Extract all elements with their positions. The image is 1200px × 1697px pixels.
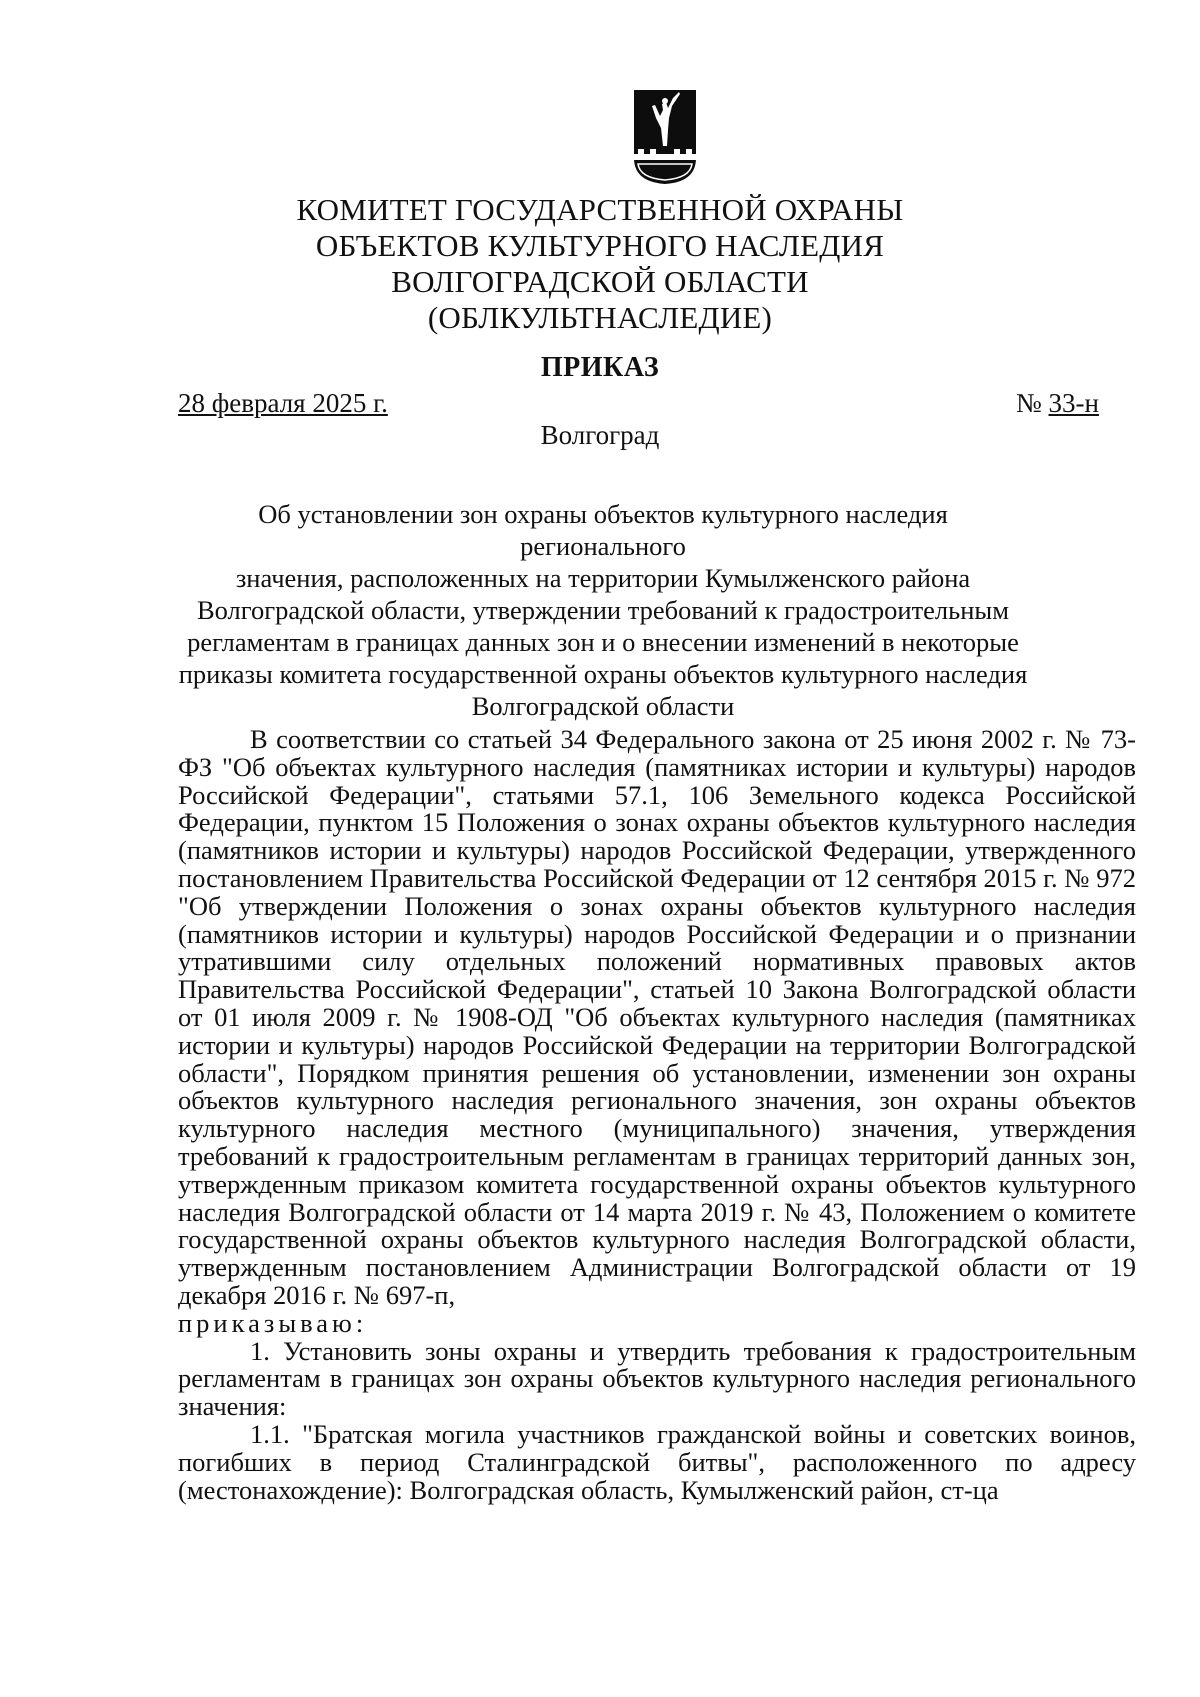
order-number [1016, 388, 1099, 419]
order-subject [178, 498, 1028, 722]
organization-header [170, 192, 1030, 336]
order-body [178, 726, 1136, 1504]
subject-line-1: Об установлении зон охраны объектов культурного наследия регионального [258, 499, 948, 561]
order-number-value: 33-н [1048, 388, 1099, 418]
order-number-prefix: № [1016, 388, 1049, 418]
decree-word: приказываю: [178, 1307, 368, 1338]
preamble-text: В соответствии со статьей 34 Федерального закона от 25 июня 2002 г. № 73-ФЗ "Об объектах культурного наследия (памятниках истории и культуры) народов Российской Федерации", статьями 57.1, 106 Земельного кодекса Российской Федерации, пунктом 15 Положения о зонах охраны объектов культурного наследия (памятников истории и культуры) народов Российской Федерации, утвержденного постановлением Правительства Российской Федерации от 12 сентября 2015 г. № 972 "Об утверждении Положения о зонах охраны объектов культурного наследия (памятников истории и культуры) народов Российской Федерации и о признании утратившими силу отдельных положений нормативных правовых актов Правительства Российской Федерации", статьей 10 Закона Волгоградской области от 01 июля 2009 г. № 1908-ОД "Об объектах культурного наследия (памятниках истории и культуры) народов Российской Федерации на территории Волгоградской области", Порядком принятия решения об установлении, изменении зон охраны объектов культурного наследия регионального значения, зон охраны объектов культурного наследия местного (муниципального) значения, утверждения требований к градостроительным регламентам в границах территорий данных зон, утвержденным приказом комитета государственной охраны объектов культурного наследия Волгоградской области от 14 марта 2019 г. № 43, Положением о комитете государственной охраны объектов культурного наследия Волгоградской области, утвержденным постановлением Администрации Волгоградской области от 19 декабря 2016 г. № 697-п, [178, 724, 1136, 1310]
volgograd-coat-of-arms-icon [632, 88, 698, 186]
subject-line-4: регламентам в границах данных зон и о внесении изменений в некоторые [187, 627, 1019, 657]
header-line-3: ВОЛГОГРАДСКОЙ ОБЛАСТИ [391, 264, 809, 299]
subject-line-3: Волгоградской области, утверждении требований к градостроительным [196, 595, 1009, 625]
order-date: 28 февраля 2025 г. [178, 388, 388, 418]
subject-line-6: Волгоградской области [471, 691, 735, 721]
preamble-paragraph [178, 726, 1136, 1338]
subject-line-5: приказы комитета государственной охраны объектов культурного наследия [178, 659, 1028, 689]
header-line-2: ОБЪЕКТОВ КУЛЬТУРНОГО НАСЛЕДИЯ [315, 228, 885, 263]
item-1-1-paragraph: 1.1. "Братская могила участников гражданской войны и советских воинов, погибших в период Сталинградской битвы", расположенного по адресу (местонахождение): Волгоградская область, Кумылженский район, ст-ца [178, 1418, 1136, 1505]
subject-line-2: значения, расположенных на территории Кумылженского района [235, 563, 971, 593]
header-line-1: КОМИТЕТ ГОСУДАРСТВЕННОЙ ОХРАНЫ [296, 192, 904, 227]
header-line-4: (ОБЛКУЛЬТНАСЛЕДИЕ) [427, 300, 773, 335]
order-city: Волгоград [540, 420, 660, 450]
order-title: ПРИКАЗ [540, 352, 660, 383]
item-1-paragraph: 1. Установить зоны охраны и утвердить требования к градостроительным регламентам в границах зон охраны объектов культурного наследия регионального значения: [178, 1335, 1136, 1422]
